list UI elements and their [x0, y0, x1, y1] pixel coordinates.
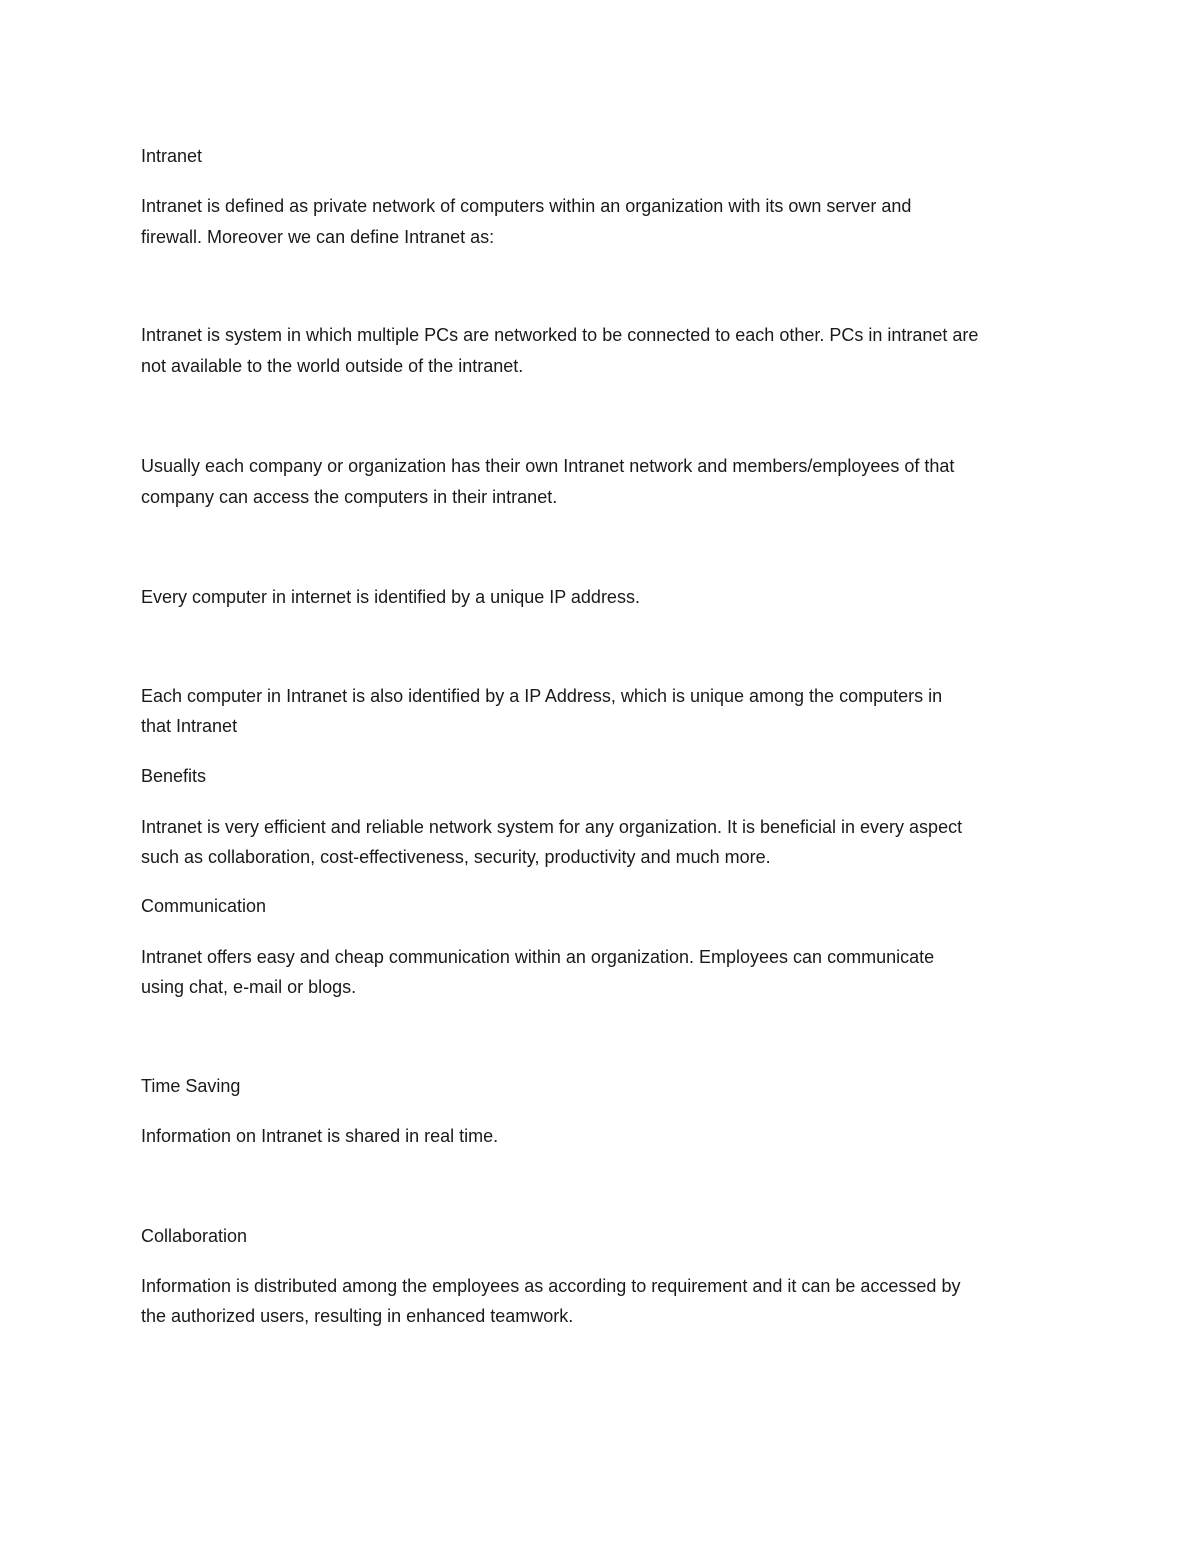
paragraph-line: not available to the world outside of the intranet.	[141, 356, 524, 376]
document-title: Intranet	[141, 146, 203, 166]
section-heading-communication: Communication	[141, 896, 267, 916]
intro-text-line: Intranet is defined as private network of computers within an organization with its own server and	[141, 196, 912, 216]
intro-text-line: firewall. Moreover we can define Intranet as:	[141, 227, 495, 247]
paragraph-line: using chat, e-mail or blogs.	[141, 977, 357, 997]
paragraph-line: Information is distributed among the employees as according to requirement and it can be accessed by	[141, 1276, 961, 1296]
paragraph-line: company can access the computers in their intranet.	[141, 487, 558, 507]
section-heading-time-saving: Time Saving	[141, 1076, 241, 1096]
paragraph-line: Intranet is very efficient and reliable network system for any organization. It is beneficial in every aspect	[141, 817, 963, 837]
section-heading-benefits: Benefits	[141, 766, 207, 786]
paragraph-line: Intranet offers easy and cheap communication within an organization. Employees can communicate	[141, 947, 935, 967]
paragraph-line: the authorized users, resulting in enhanced teamwork.	[141, 1306, 574, 1326]
paragraph-line: Every computer in internet is identified by a unique IP address.	[141, 587, 640, 607]
paragraph-line: Usually each company or organization has their own Intranet network and members/employees of that	[141, 456, 955, 476]
section-heading-collaboration: Collaboration	[141, 1226, 248, 1246]
paragraph-line: that Intranet	[141, 716, 238, 736]
paragraph-line: Information on Intranet is shared in real time.	[141, 1126, 499, 1146]
paragraph-line: such as collaboration, cost-effectiveness, security, productivity and much more.	[141, 847, 771, 867]
paragraph-line: Each computer in Intranet is also identified by a IP Address, which is unique among the computers in	[141, 686, 943, 706]
paragraph-line: Intranet is system in which multiple PCs are networked to be connected to each other. PCs in intranet are	[141, 325, 979, 345]
